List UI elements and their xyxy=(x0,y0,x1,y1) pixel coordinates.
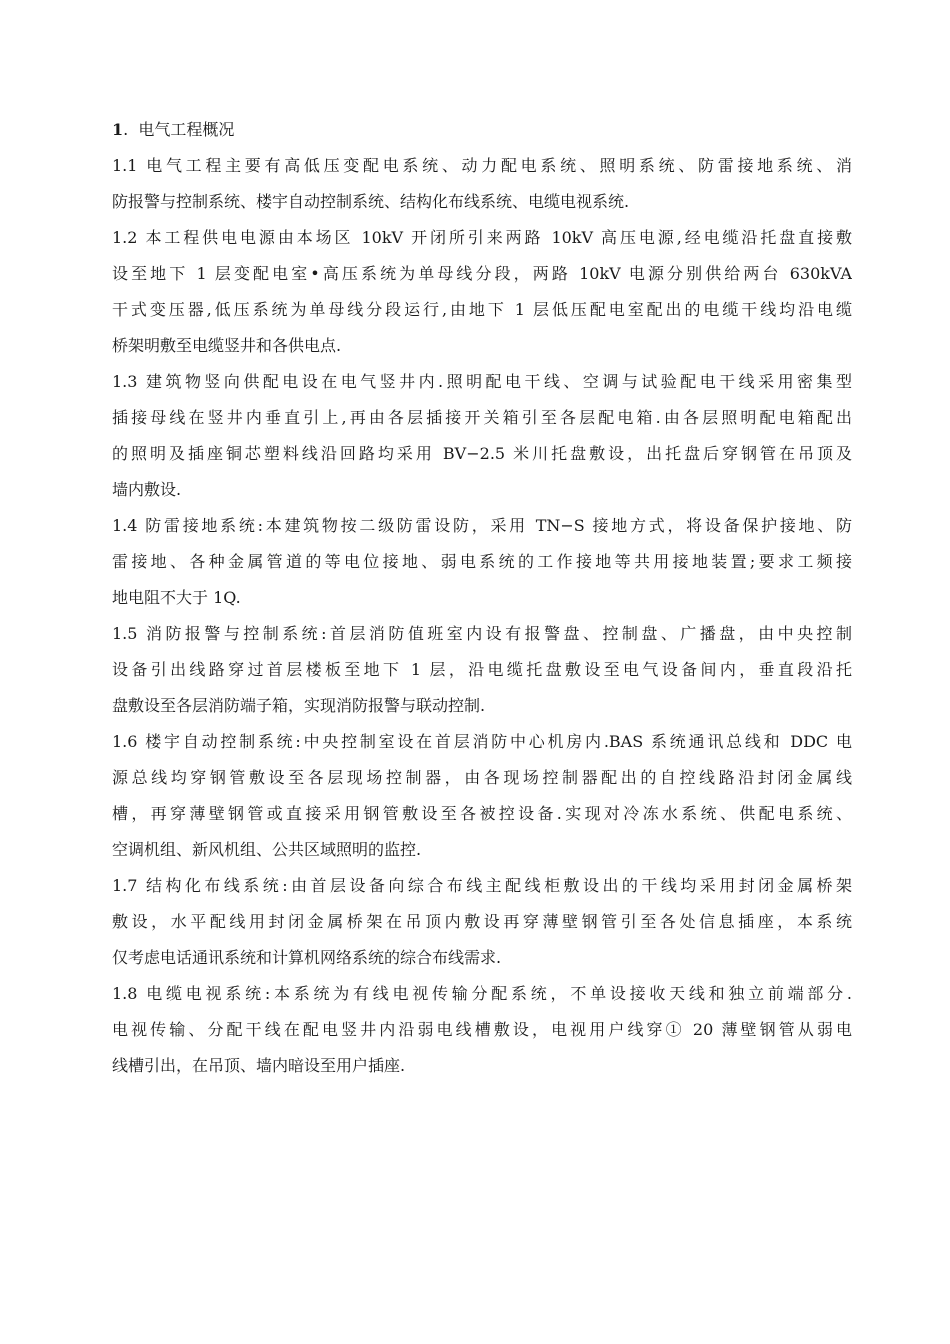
paragraph-line: 线槽引出，在吊顶、墙内暗设至用户插座. xyxy=(112,1056,406,1075)
paragraph-line: 1.8 电缆电视系统:本系统为有线电视传输分配系统，不单设接收天线和独立前端部分. xyxy=(112,984,852,1003)
heading-title: 电气工程概况 xyxy=(138,120,235,139)
paragraph-line: 盘敷设至各层消防端子箱，实现消防报警与联动控制. xyxy=(112,696,486,715)
paragraph-1-3 xyxy=(112,364,852,508)
paragraph-line: 1.6 楼宇自动控制系统:中央控制室设在首层消防中心机房内.BAS 系统通讯总线和 DDC 电 xyxy=(112,732,852,751)
paragraph-line: 墙内敷设. xyxy=(112,480,182,499)
paragraph-1-6 xyxy=(112,724,852,868)
paragraph-line: 1.5 消防报警与控制系统:首层消防值班室内设有报警盘、控制盘、广播盘，由中央控制 xyxy=(112,624,852,643)
paragraph-line: 1.2 本工程供电电源由本场区 10kV 开闭所引来两路 10kV 高压电源,经电缆沿托盘直接敷 xyxy=(112,228,852,247)
heading-separator: . xyxy=(123,120,129,139)
section-heading xyxy=(112,112,852,148)
paragraph-line: 仅考虑电话通讯系统和计算机网络系统的综合布线需求. xyxy=(112,948,502,967)
paragraph-line: 桥架明敷至电缆竖井和各供电点. xyxy=(112,336,342,355)
paragraph-line: 空调机组、新风机组、公共区域照明的监控. xyxy=(112,840,422,859)
paragraph-line: 槽，再穿薄壁钢管或直接采用钢管敷设至各被控设备.实现对冷冻水系统、供配电系统、 xyxy=(112,804,852,823)
paragraph-line: 1.7 结构化布线系统:由首层设备向综合布线主配线柜敷设出的干线均采用封闭金属桥架 xyxy=(112,876,852,895)
paragraph-line: 插接母线在竖井内垂直引上,再由各层插接开关箱引至各层配电箱.由各层照明配电箱配出 xyxy=(112,408,852,427)
paragraph-line: 1.1 电气工程主要有高低压变配电系统、动力配电系统、照明系统、防雷接地系统、消 xyxy=(112,156,852,175)
paragraph-line: 敷设，水平配线用封闭金属桥架在吊顶内敷设再穿薄壁钢管引至各处信息插座，本系统 xyxy=(112,912,852,931)
paragraph-1-1 xyxy=(112,148,852,220)
paragraph-line: 设备引出线路穿过首层楼板至地下 1 层，沿电缆托盘敷设至电气设备间内，垂直段沿托 xyxy=(112,660,852,679)
paragraph-line: 的照明及插座铜芯塑料线沿回路均采用 BV−2.5 米川托盘敷设，出托盘后穿钢管在吊顶及 xyxy=(112,444,852,463)
paragraph-line: 设至地下 1 层变配电室•高压系统为单母线分段，两路 10kV 电源分别供给两台 630kVA xyxy=(112,264,852,283)
paragraph-line: 源总线均穿钢管敷设至各层现场控制器，由各现场控制器配出的自控线路沿封闭金属线 xyxy=(112,768,852,787)
paragraph-line: 电视传输、分配干线在配电竖井内沿弱电线槽敷设，电视用户线穿① 20 薄壁钢管从弱电 xyxy=(112,1020,852,1039)
paragraph-line: 地电阻不大于 1Q. xyxy=(112,588,241,607)
heading-number: 1 xyxy=(112,120,124,139)
paragraph-1-4 xyxy=(112,508,852,616)
paragraph-line: 防报警与控制系统、楼宇自动控制系统、结构化布线系统、电缆电视系统. xyxy=(112,192,630,211)
paragraph-line: 1.4 防雷接地系统:本建筑物按二级防雷设防，采用 TN−S 接地方式，将设备保护接地、防 xyxy=(112,516,852,535)
paragraph-1-7 xyxy=(112,868,852,976)
paragraph-line: 1.3 建筑物竖向供配电设在电气竖井内.照明配电干线、空调与试验配电干线采用密集型 xyxy=(112,372,852,391)
paragraph-line: 干式变压器,低压系统为单母线分段运行,由地下 1 层低压配电室配出的电缆干线均沿电缆 xyxy=(112,300,852,319)
paragraph-1-5 xyxy=(112,616,852,724)
document-page xyxy=(112,112,852,1084)
paragraph-1-8 xyxy=(112,976,852,1084)
paragraph-1-2 xyxy=(112,220,852,364)
paragraph-line: 雷接地、各种金属管道的等电位接地、弱电系统的工作接地等共用接地装置;要求工频接 xyxy=(112,552,852,571)
